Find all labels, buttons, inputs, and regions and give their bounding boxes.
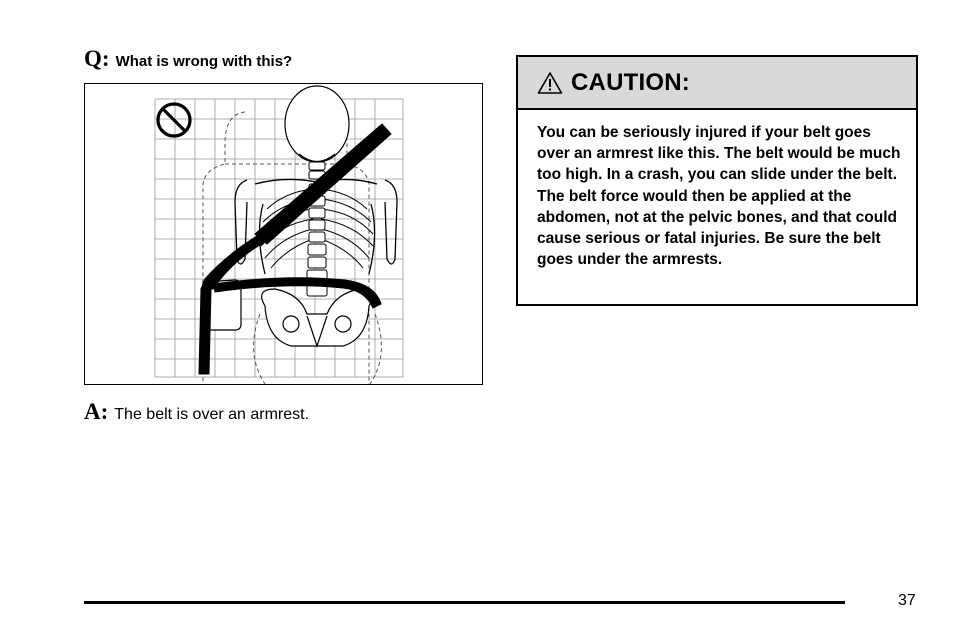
answer-line bbox=[84, 399, 309, 425]
pelvis bbox=[262, 289, 373, 346]
answer-prefix: A: bbox=[84, 399, 109, 424]
question-prefix: Q: bbox=[84, 46, 110, 71]
skeleton-seatbelt-illustration bbox=[85, 84, 482, 384]
answer-text: The belt is over an armrest. bbox=[114, 406, 310, 423]
question-line bbox=[84, 46, 292, 76]
skull bbox=[285, 86, 349, 162]
no-symbol-icon bbox=[158, 104, 190, 136]
warning-triangle-icon bbox=[537, 71, 563, 95]
page-number: 37 bbox=[898, 592, 916, 609]
caution-box bbox=[516, 55, 918, 306]
question-text: What is wrong with this? bbox=[115, 53, 293, 70]
caution-body: You can be seriously injured if your belt goes over an armrest like this. The belt would be much too high. In a crash, you can slide under the belt. The belt force would then be applied at the abdomen, not at the pelvic bones, and that could cause serious or fatal injuries. Be sure the belt goes under the armrests. bbox=[537, 124, 901, 269]
footer-rule bbox=[84, 601, 845, 604]
caution-header bbox=[518, 57, 916, 110]
seatbelt-figure bbox=[84, 83, 483, 385]
caution-title: CAUTION: bbox=[571, 68, 690, 96]
